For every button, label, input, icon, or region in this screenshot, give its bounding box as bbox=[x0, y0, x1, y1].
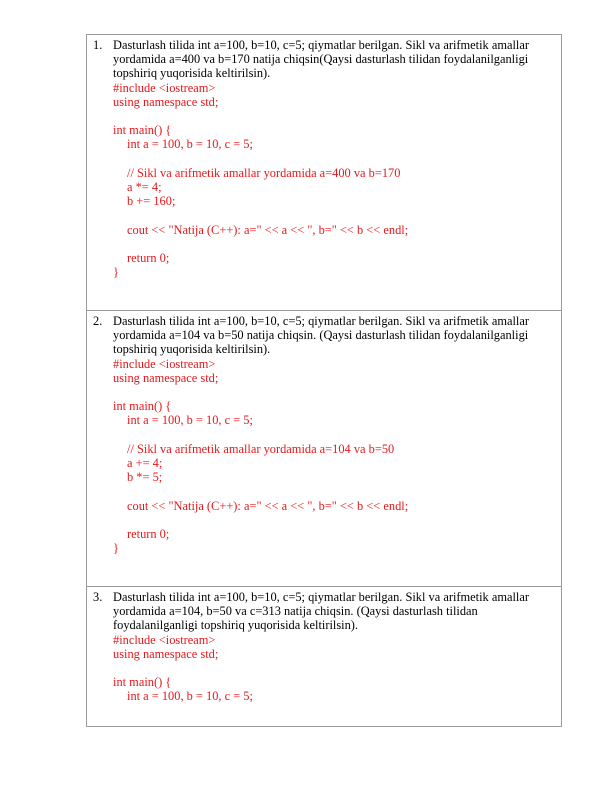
code-line: // Sikl va arifmetik amallar yordamida a=400 va b=170 bbox=[127, 165, 401, 180]
code-line: #include <iostream> bbox=[113, 80, 216, 95]
code-line: cout << "Natija (C++): a=" << a << ", b=" << b << endl; bbox=[127, 498, 409, 513]
code-block bbox=[113, 633, 553, 704]
code-line bbox=[113, 484, 553, 498]
code-line: int a = 100, b = 10, c = 5; bbox=[127, 689, 253, 704]
task-question: Dasturlash tilida int a=100, b=10, c=5; qiymatlar berilgan. Sikl va arifmetik amallar yordamida a=104 va b=50 natija chiqsin. (Qaysi dasturlash tilidan foydalanilganligi topshiriq yuqorisida keltirilsin). bbox=[113, 314, 529, 357]
code-line bbox=[113, 661, 553, 675]
code-line bbox=[113, 152, 553, 166]
code-line: #include <iostream> bbox=[113, 356, 216, 371]
code-line: int main() { bbox=[113, 399, 172, 414]
code-line: } bbox=[113, 541, 119, 556]
code-line bbox=[113, 428, 553, 442]
code-line: // Sikl va arifmetik amallar yordamida a=104 va b=50 bbox=[127, 441, 395, 456]
task-number: 2. bbox=[93, 314, 103, 328]
code-line: int a = 100, b = 10, c = 5; bbox=[127, 137, 253, 152]
code-block bbox=[113, 81, 553, 280]
code-line: } bbox=[113, 265, 119, 280]
code-line: int main() { bbox=[113, 675, 172, 690]
task-table bbox=[86, 34, 562, 727]
code-line: b *= 5; bbox=[127, 470, 163, 485]
code-line bbox=[113, 109, 553, 123]
code-line: cout << "Natija (C++): a=" << a << ", b=" << b << endl; bbox=[127, 222, 409, 237]
task-question: Dasturlash tilida int a=100, b=10, c=5; qiymatlar berilgan. Sikl va arifmetik amallar yordamida a=400 va b=170 natija chiqsin(Qaysi dasturlash tilidan foydalanilganligi topshiriq yuqorisida keltirilsin). bbox=[113, 38, 529, 81]
code-line bbox=[113, 513, 553, 527]
task-cell-3 bbox=[87, 587, 561, 727]
code-line bbox=[113, 385, 553, 399]
code-line: int main() { bbox=[113, 123, 172, 138]
code-line: using namespace std; bbox=[113, 646, 219, 661]
code-line: return 0; bbox=[127, 526, 170, 541]
code-line: a += 4; bbox=[127, 456, 163, 470]
task-number: 3. bbox=[93, 590, 103, 604]
code-line: #include <iostream> bbox=[113, 632, 216, 647]
code-line: int a = 100, b = 10, c = 5; bbox=[127, 413, 253, 428]
task-number: 1. bbox=[93, 38, 103, 52]
task-cell-2 bbox=[87, 311, 561, 587]
code-line bbox=[113, 208, 553, 222]
code-line: return 0; bbox=[127, 250, 170, 265]
code-line: b += 160; bbox=[127, 194, 176, 209]
task-question: Dasturlash tilida int a=100, b=10, c=5; qiymatlar berilgan. Sikl va arifmetik amallar yordamida a=104, b=50 va c=313 natija chiqsin. (Qaysi dasturlash tilidan foydalanilganligi topshiriq yuqorisida keltirilsin). bbox=[113, 590, 529, 633]
task-cell-1 bbox=[87, 35, 561, 311]
code-block bbox=[113, 357, 553, 556]
code-line: using namespace std; bbox=[113, 94, 219, 109]
code-line bbox=[113, 237, 553, 251]
code-line: a *= 4; bbox=[127, 180, 162, 194]
code-line: using namespace std; bbox=[113, 370, 219, 385]
